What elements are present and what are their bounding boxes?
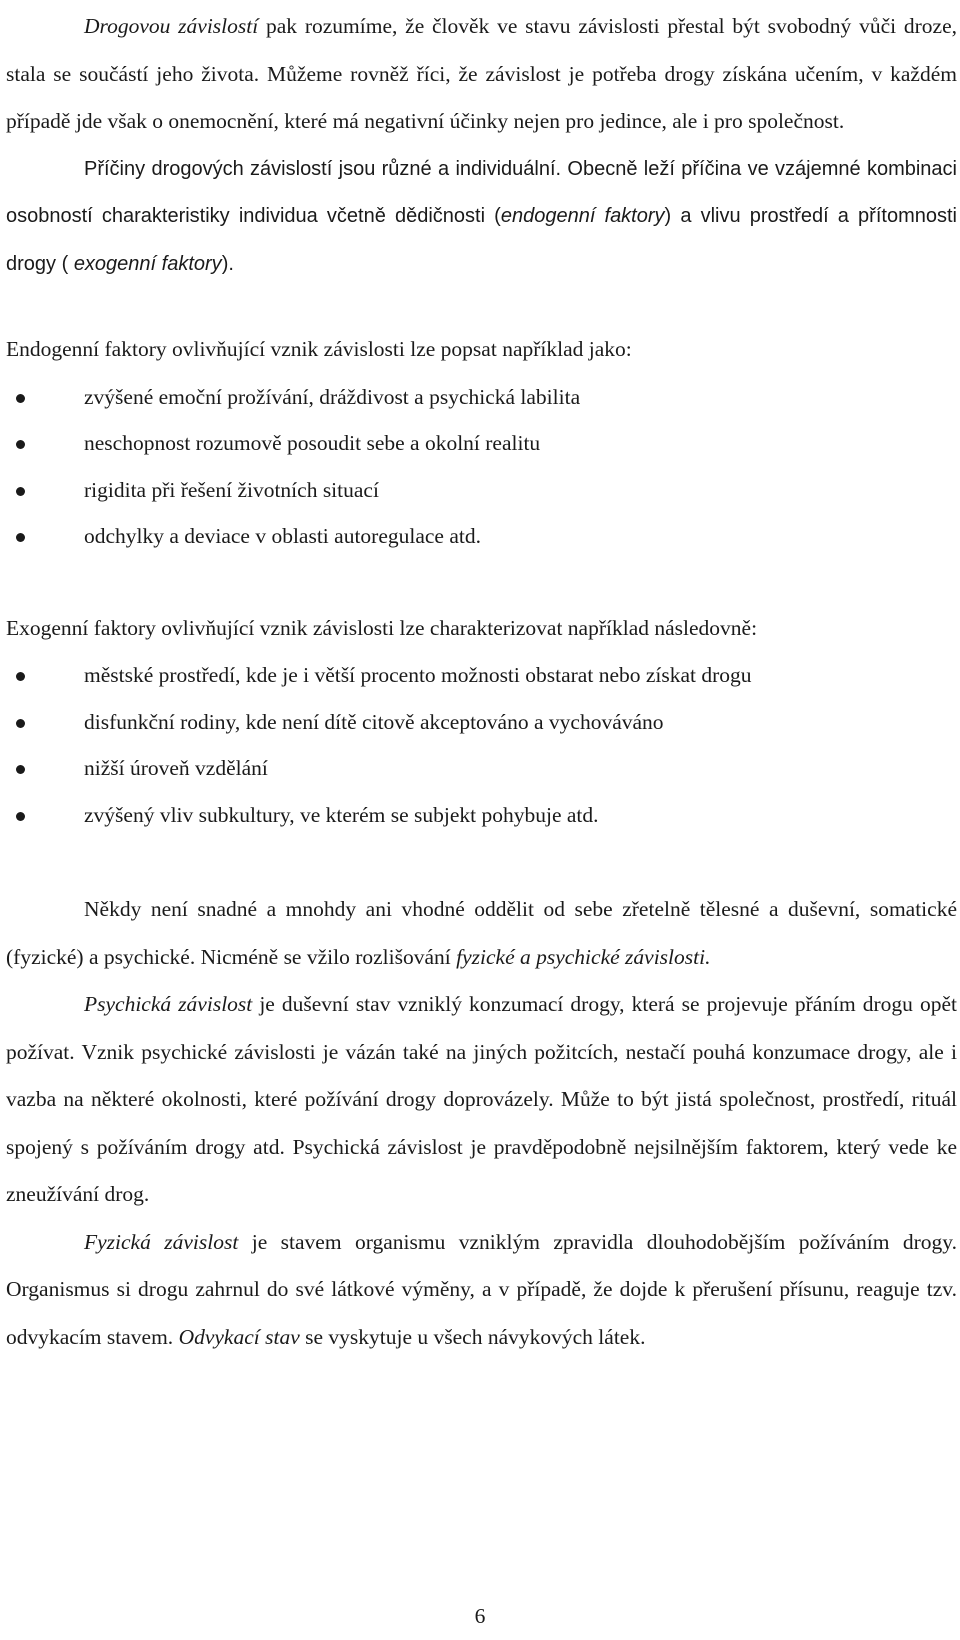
list-item: zvýšené emoční prožívání, dráždivost a psychická labilita	[6, 374, 957, 421]
bullet-icon	[16, 440, 25, 449]
paragraph-psychological-dependence	[6, 981, 957, 1219]
bullet-icon	[16, 672, 25, 681]
bullet-icon	[16, 765, 25, 774]
paragraph-body-mind	[6, 886, 957, 981]
page-number: 6	[474, 1604, 486, 1628]
bullet-icon	[16, 533, 25, 542]
list-item: zvýšený vliv subkultury, ve kterém se subjekt pohybuje atd.	[6, 792, 957, 839]
term-drug-dependence: Drogovou závislostí	[84, 14, 259, 38]
list-item: městské prostředí, kde je i větší procento možnosti obstarat nebo získat drogu	[6, 652, 957, 699]
bullet-icon	[16, 719, 25, 728]
paragraph-causes	[6, 146, 957, 289]
term-endogenous-factors: endogenní faktory	[500, 205, 665, 227]
exogenous-factors-list	[6, 652, 957, 838]
bullet-icon	[16, 487, 25, 496]
paragraph-physical-dependence	[6, 1219, 957, 1362]
paragraph-text: se vyskytuje u všech návykových látek.	[299, 1324, 646, 1349]
paragraph-drug-dependence	[6, 3, 957, 146]
paragraph-text: Někdy není snadné a mnohdy ani vhodné oddělit od sebe zřetelně tělesné a duševní, somatické (fyzické) a psychické. Nicméně se vžilo rozlišování	[6, 897, 957, 969]
term-physical-dependence: Fyzická závislost	[84, 1229, 239, 1254]
list-item: rigidita při řešení životních situací	[6, 467, 957, 514]
document-page	[6, 0, 957, 1361]
exogenous-factors-lead: Exogenní faktory ovlivňující vznik závislosti lze charakterizovat například následovně:	[6, 615, 758, 640]
bullet-icon	[16, 812, 25, 821]
term-withdrawal-state: Odvykací stav	[178, 1324, 300, 1349]
paragraph-text: je duševní stav vzniklý konzumací drogy, která se projevuje přáním drogu opět požívat. Vznik psychické závislosti je vázán také na jiných požitcích, nestačí pouhá konzumace drogy, ale i vazba na některé okolnosti, které požívání drogy doprovázely. Může to být jistá společnost, prostředí, rituál spojený s požíváním drogy atd. Psychická závislost je pravděpodobně nejsilnějším faktorem, který vede ke zneužívání drog.	[6, 992, 957, 1206]
bullet-icon	[16, 394, 25, 403]
list-item: nižší úroveň vzdělání	[6, 745, 957, 792]
term-physical-psychological: fyzické a psychické závislosti.	[456, 944, 711, 969]
paragraph-text: je stavem organismu vzniklým zpravidla dlouhodobějším požíváním drogy. Organismus si drogu zahrnul do své látkové výměny, a v případě, že dojde k přerušení přísunu, reaguje tzv. odvykacím stavem.	[6, 1229, 957, 1349]
term-exogenous-factors: exogenní faktory	[73, 252, 222, 275]
endogenous-factors-list	[6, 374, 957, 560]
list-item: disfunkční rodiny, kde není dítě citově akceptováno a vychováváno	[6, 699, 957, 746]
term-psychological-dependence: Psychická závislost	[84, 992, 253, 1016]
paragraph-text: Příčiny drogových závislostí jsou různé a individuální. Obecně leží příčina ve vzájemné kombinaci osobností charakteristiky individua včetně dědičnosti (	[6, 157, 957, 227]
list-item: neschopnost rozumově posoudit sebe a okolní realitu	[6, 420, 957, 467]
paragraph-text: ) a vlivu prostředí a přítomnosti drogy (	[6, 205, 957, 275]
paragraph-text: pak rozumíme, že člověk ve stavu závislosti přestal být svobodný vůči droze, stala se součástí jeho života. Můžeme rovněž říci, že závislost je potřeba drogy získána učením, v každém případě jde však o onemocnění, které má negativní účinky nejen pro jedince, ale i pro společnost.	[6, 14, 957, 133]
paragraph-text: ).	[221, 252, 234, 275]
endogenous-factors-lead: Endogenní faktory ovlivňující vznik závislosti lze popsat například jako:	[6, 337, 632, 361]
list-item: odchylky a deviace v oblasti autoregulace atd.	[6, 513, 957, 560]
